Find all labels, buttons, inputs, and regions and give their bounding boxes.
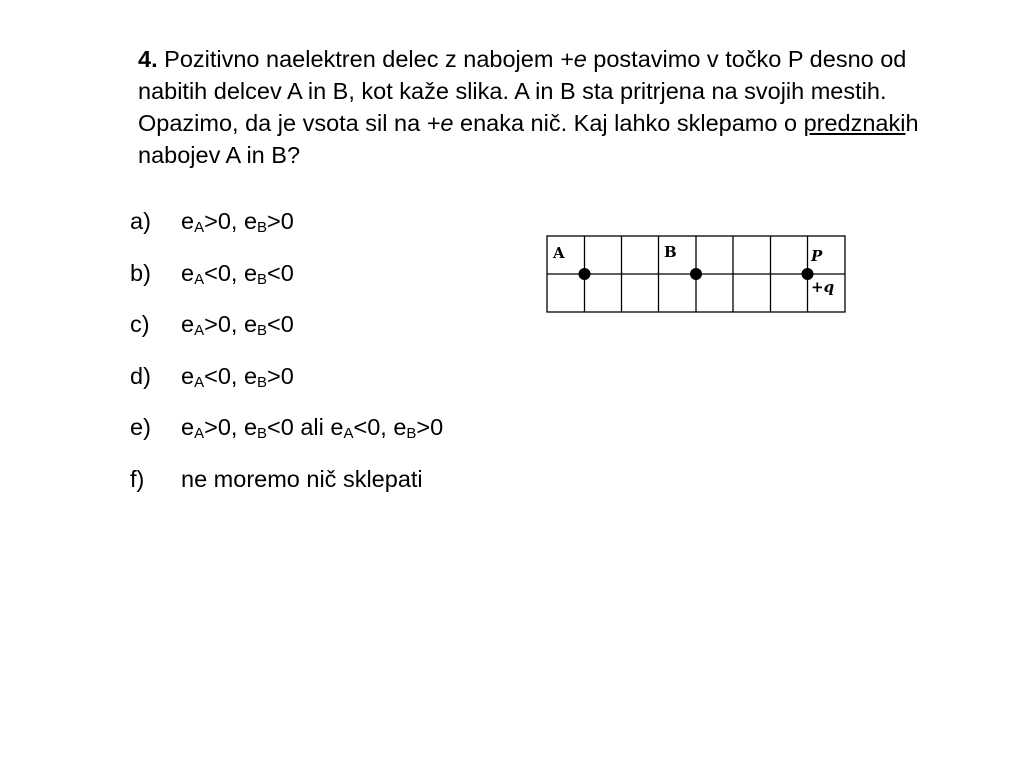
answer-option-e (130, 411, 550, 463)
question-text-part2: postavimo v točko P desno od nabitih delcev A in B, kot kaže slika. A in B sta pritrjena na svojih mestih. Opazimo, da je vsota sil na (138, 46, 907, 136)
answer-text-part: >0 (267, 362, 294, 389)
answer-letter: b) (130, 259, 151, 286)
question-text-part4: h nabojev A in B? (138, 110, 919, 168)
answer-list (130, 205, 550, 514)
answer-subscript: A (194, 322, 205, 339)
answer-letter: a) (130, 208, 151, 234)
charge-diagram (545, 234, 849, 321)
answer-text-part: <0 (267, 311, 294, 337)
answer-subscript: B (257, 373, 268, 391)
answer-text-part: e (181, 362, 195, 389)
answer-subscript: A (194, 425, 205, 442)
answer-text-part: e (181, 259, 195, 286)
label-charge: +q (811, 278, 835, 296)
answer-option-b (130, 257, 550, 309)
answer-text-part: <0, e (204, 259, 258, 286)
answer-text-part: <0 ali e (267, 414, 344, 440)
label-b: B (664, 243, 677, 261)
answer-text (181, 311, 294, 337)
answer-text-part: >0, e (204, 311, 258, 337)
answer-text-part: <0 (267, 259, 294, 286)
answer-letter: f) (130, 465, 145, 492)
answer-text-part: <0, e (204, 362, 258, 389)
answer-text-part: e (181, 208, 195, 234)
underlined-word: predznaki (803, 110, 906, 136)
answer-text-part: >0 (416, 414, 444, 440)
answer-subscript: B (257, 219, 268, 236)
answer-subscript: A (343, 425, 354, 442)
answer-text (181, 466, 423, 492)
answer-letter: d) (130, 362, 151, 389)
answer-subscript: A (194, 373, 205, 391)
answer-subscript: A (194, 219, 205, 236)
label-p: P (811, 247, 823, 265)
charge-a-dot (579, 268, 591, 280)
answer-text (181, 363, 294, 389)
answer-letter: c) (130, 311, 150, 337)
charge-b-dot (690, 268, 702, 280)
answer-subscript: B (257, 322, 268, 339)
charge-grid-svg (545, 234, 849, 316)
answer-letter: e) (130, 414, 151, 440)
answer-option-d (130, 360, 550, 412)
answer-text (181, 208, 294, 234)
charge-symbol-2: +e (426, 110, 454, 136)
answer-subscript: B (257, 425, 268, 442)
answer-text-part: <0, e (353, 414, 407, 440)
answer-text (181, 260, 294, 286)
answer-text (181, 414, 443, 440)
answer-subscript: B (406, 425, 417, 442)
question-number: 4. (138, 46, 158, 72)
answer-text-part: e (181, 311, 195, 337)
label-a: A (553, 244, 565, 262)
answer-text-part: >0, e (204, 414, 258, 440)
question-text-part1: Pozitivno naelektren delec z nabojem (157, 46, 560, 72)
answer-option-c (130, 308, 550, 360)
answer-text-part: ne moremo nič sklepati (181, 465, 423, 492)
answer-text-part: >0 (267, 208, 294, 234)
answer-text-part: e (181, 414, 195, 440)
answer-text-part: >0, e (204, 208, 258, 234)
answer-option-a (130, 205, 550, 257)
answer-option-f (130, 463, 550, 515)
answer-subscript: A (194, 270, 205, 288)
answer-subscript: B (257, 270, 268, 288)
question-text (138, 43, 928, 171)
charge-symbol: +e (559, 46, 587, 72)
question-text-part3: enaka nič. Kaj lahko sklepamo o (453, 110, 804, 136)
